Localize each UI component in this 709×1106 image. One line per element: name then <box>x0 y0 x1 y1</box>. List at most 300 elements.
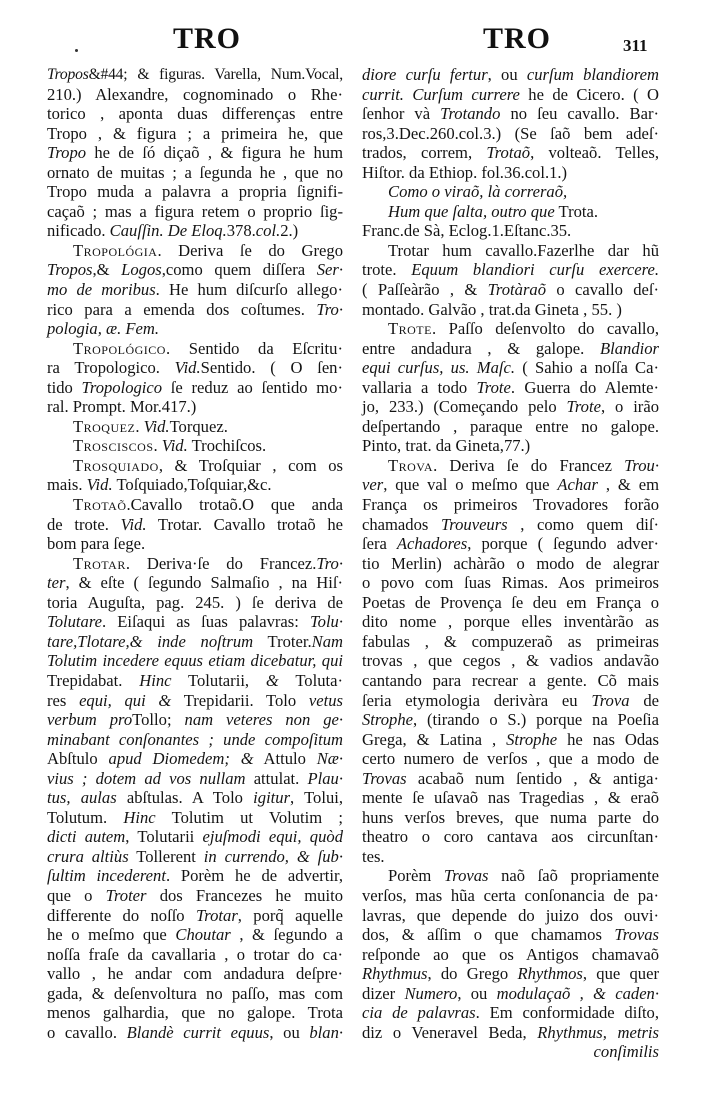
text-line <box>362 710 659 730</box>
roman-text: Porèm <box>388 866 444 886</box>
text-line <box>47 632 343 652</box>
italic-text: ſultim incederent <box>47 866 166 886</box>
italic-text: Trovas <box>443 866 489 886</box>
text-line <box>47 280 343 300</box>
roman-text: Grega, & Latina , <box>362 729 507 749</box>
roman-text: Tollerent <box>128 846 204 866</box>
roman-text: dizer <box>362 983 405 1003</box>
text-line <box>47 866 343 886</box>
roman-text: theatro o coro cantava aos circunſtan· <box>362 827 659 847</box>
roman-text: Pinto, trat. da Gineta,77.) <box>362 436 531 456</box>
roman-text: Toſquiado,Toſquiar,&c. <box>112 475 272 495</box>
entry-headword: Tropológico <box>73 338 166 358</box>
italic-text: Trovas <box>614 925 659 945</box>
italic-text: in currendo, & ſub· <box>203 846 344 866</box>
italic-text: mo de moribus <box>47 280 156 300</box>
italic-text: Rhythmos <box>517 964 583 984</box>
text-line <box>47 593 343 613</box>
roman-text: montado. Galvão , trat.da Gineta , 55. ) <box>362 299 622 319</box>
roman-text: Trota. <box>554 201 599 221</box>
text-line <box>47 1023 343 1043</box>
right-text-column <box>362 65 659 1062</box>
text-line <box>47 241 343 261</box>
italic-text: Hum que ſalta, outro que <box>388 201 555 221</box>
entry-headword: Tropológia <box>73 240 158 260</box>
italic-text: Troter <box>105 885 147 905</box>
roman-text: Poetas de Provença ſe deu em França o <box>362 592 659 612</box>
text-line <box>362 671 659 691</box>
entry-headword: Trosquiado <box>73 455 159 475</box>
running-head-left: TRO <box>173 22 242 55</box>
roman-text: acabaõ num ſentido , & antiga· <box>406 768 659 788</box>
italic-text: ter <box>47 573 66 593</box>
italic-text: Blandè currit equus <box>126 1022 270 1042</box>
italic-text: Ser· <box>316 260 343 280</box>
roman-text: , ou <box>457 983 497 1003</box>
italic-text: Achar <box>557 475 598 495</box>
text-line <box>362 554 659 574</box>
entry-headword: Trosciscos <box>73 436 154 456</box>
text-line <box>362 339 659 359</box>
text-line <box>47 730 343 750</box>
roman-text: trovas , que cegos , & vadios andavão <box>362 651 659 671</box>
roman-text: , ou <box>487 65 527 84</box>
roman-text: dos, & aſſim o que chamamos <box>362 925 615 945</box>
text-line <box>362 573 659 593</box>
roman-text: bom para ſege. <box>47 534 146 554</box>
roman-text: Trochiſcos. <box>187 436 267 456</box>
roman-text: de <box>629 690 659 710</box>
roman-text: ( Sahio a noſſa Ca· <box>515 358 659 378</box>
italic-text: Trova <box>591 690 630 710</box>
italic-text: modulaçaõ , & caden· <box>496 983 660 1003</box>
italic-text: crura altiùs <box>47 846 129 866</box>
entry-headword: Troquez <box>73 416 136 436</box>
roman-text: rico para a emenda dos coſtumes. <box>47 299 317 319</box>
italic-text: Tro· <box>316 553 343 573</box>
roman-text: tio Merlin) achàrão o modo de alegrar <box>362 553 659 573</box>
italic-text: Blandior <box>599 338 659 358</box>
italic-text: conſimilis <box>593 1042 659 1062</box>
roman-text: ſenhor và <box>362 104 441 124</box>
text-line <box>47 319 343 339</box>
roman-text: torico , aponta duas differenças entre <box>47 104 343 124</box>
text-line <box>47 788 343 808</box>
roman-text: verſos, mas hũa certa conſonancia de pa· <box>362 885 659 905</box>
italic-text: Trou· <box>624 455 659 475</box>
roman-text: . Deriva ſe do Grego <box>157 240 343 260</box>
text-line <box>47 847 343 867</box>
text-line <box>47 397 343 417</box>
entry-headword: Trova <box>388 455 434 475</box>
text-line <box>362 260 659 280</box>
roman-text: , do Grego <box>427 964 518 984</box>
roman-text: lavras, que depende do juizo dos ouvi· <box>362 905 659 925</box>
text-line <box>362 866 659 886</box>
text-line <box>47 945 343 965</box>
roman-text: ,como quem diſſera <box>161 260 317 280</box>
text-line <box>362 417 659 437</box>
roman-text: . <box>135 416 144 436</box>
print-speck <box>75 49 78 52</box>
italic-text: Plau· <box>307 768 343 788</box>
roman-text: jo, 233.) (Começando pelo <box>362 397 567 417</box>
text-line <box>362 847 659 867</box>
italic-text: dicti autem <box>47 827 126 847</box>
italic-text: ver <box>362 475 384 495</box>
roman-text: , & em <box>597 475 659 495</box>
italic-text: Numero <box>404 983 458 1003</box>
text-line <box>362 612 659 632</box>
roman-text: , o irão <box>600 397 659 417</box>
text-line <box>47 612 343 632</box>
roman-text: França os primeiros Trovadores forão <box>362 495 659 515</box>
italic-text: curſum blandiorem <box>526 65 659 84</box>
roman-text: . Deriva·ſe do Francez. <box>125 553 317 573</box>
roman-text: Tollo; <box>132 710 185 730</box>
roman-text: Tolutim ut Volutim ; <box>155 807 344 827</box>
roman-text: huns verſos breves, que numa parte do <box>362 807 659 827</box>
roman-text: . He hum diſcurſo allego· <box>155 280 343 300</box>
text-line <box>47 358 343 378</box>
text-line <box>47 808 343 828</box>
roman-text: ſeria etymologia derivàra eu <box>362 690 592 710</box>
text-line <box>362 886 659 906</box>
text-line <box>362 964 659 984</box>
text-line <box>47 573 343 593</box>
roman-text: dito nome , porque elles inventàrão as <box>362 612 659 632</box>
text-line <box>362 65 659 85</box>
roman-text: Torquez. <box>169 416 228 436</box>
text-line <box>47 691 343 711</box>
text-line <box>362 495 659 515</box>
text-line <box>47 984 343 1004</box>
roman-text: que o <box>47 885 106 905</box>
roman-text: .Cavallo trotaõ.O que anda <box>126 495 343 515</box>
roman-text: he nas Odas <box>557 729 659 749</box>
italic-text: nam veteres non ge· <box>184 710 343 730</box>
italic-text: Hinc <box>139 670 172 690</box>
roman-text: . <box>153 436 162 456</box>
roman-text: . Guerra do Alemte· <box>510 377 660 397</box>
roman-text: Hiſtor. da Ethiop. fol.36.col.1.) <box>362 162 568 182</box>
italic-text: Strophe <box>362 710 414 730</box>
roman-text: Troter. <box>253 631 312 651</box>
roman-text: Franc.de Sà, Eclog.1.Eſtanc.35. <box>362 221 572 241</box>
roman-text: trote. <box>362 260 412 280</box>
text-line <box>362 378 659 398</box>
italic-text: Tro· <box>316 299 343 319</box>
roman-text: Tropo , & figura ; a primeira he, que <box>47 123 343 143</box>
roman-text: , & ſegundo a <box>230 925 343 945</box>
italic-text: col. <box>255 221 281 241</box>
italic-text: Trotaõ <box>486 143 531 163</box>
roman-text: . Em conformidade diſto, <box>475 1003 659 1023</box>
left-text-column <box>47 65 343 1042</box>
roman-text: diz o Veneravel Beda, <box>362 1022 538 1042</box>
text-line <box>47 710 343 730</box>
text-line <box>362 984 659 1004</box>
roman-text: vallaria a todo <box>362 377 477 397</box>
text-line <box>47 378 343 398</box>
entry-headword: Trotaõ <box>73 495 127 515</box>
text-line <box>362 632 659 652</box>
italic-text: Vid. <box>120 514 147 534</box>
text-line <box>47 85 343 105</box>
roman-text: res <box>47 690 80 710</box>
text-line <box>47 143 343 163</box>
text-line <box>47 65 343 85</box>
roman-text: o cavallo deſ· <box>546 280 659 300</box>
italic-text: Cauſſin. De Eloq. <box>109 221 227 241</box>
text-line <box>47 534 343 554</box>
text-line <box>47 300 343 320</box>
text-line <box>47 260 343 280</box>
text-line <box>47 964 343 984</box>
roman-text: dos Francezes he muito <box>146 885 343 905</box>
roman-text: , que quer <box>582 964 659 984</box>
text-line <box>362 730 659 750</box>
roman-text: ſe reduz ao ſentido mo· <box>162 377 344 397</box>
text-line <box>362 749 659 769</box>
roman-text: gada, & deſenvoltura no paſſo, mas com <box>47 983 343 1003</box>
text-line <box>47 124 343 144</box>
italic-text: tare,Tlotare,& inde noſtrum <box>47 631 254 651</box>
roman-text: Toluta· <box>278 670 343 690</box>
roman-text: deſpertando , paraque entre no galope. <box>362 416 659 436</box>
roman-text: noſſa fraſe da cavallaria , o trotar do ca· <box>47 944 343 964</box>
roman-text: &#44; & figuras. Varella, Num.Vocal, <box>88 66 343 83</box>
italic-text: Nam <box>311 631 343 651</box>
text-line <box>47 651 343 671</box>
roman-text: . Eiſaqui as ſuas palavras: <box>102 612 310 632</box>
text-line <box>362 827 659 847</box>
italic-text: Choutar <box>175 925 231 945</box>
roman-text: o cavallo. <box>47 1022 127 1042</box>
italic-text: vetus <box>308 690 343 710</box>
italic-text: apud Diomedem; & <box>108 749 254 769</box>
roman-text: 378. <box>226 221 256 241</box>
text-line <box>47 417 343 437</box>
roman-text: menos galhardia, que no galope. Trota <box>47 1003 343 1023</box>
roman-text: toria Auguſta, pag. 245. ) ſe deriva de <box>47 592 343 612</box>
italic-text: Tropos <box>47 66 89 83</box>
italic-text: Vid. <box>174 358 201 378</box>
roman-text: certo numero de verſos , que a modo de <box>362 749 659 769</box>
roman-text: Tolutum. <box>47 807 124 827</box>
text-line <box>47 182 343 202</box>
italic-text: minabant conſonantes ; unde compoſitum <box>47 729 343 749</box>
text-line <box>362 515 659 535</box>
text-line <box>47 339 343 359</box>
running-head-right: TRO <box>483 22 552 55</box>
roman-text: Sentido. ( O ſen· <box>200 358 344 378</box>
roman-text: . Sentido da Eſcritu· <box>165 338 343 358</box>
roman-text: Attulo <box>253 749 317 769</box>
italic-text: Trote <box>476 377 511 397</box>
italic-text: Trovas <box>362 768 407 788</box>
text-line <box>47 925 343 945</box>
roman-text: Tolutarii, <box>171 670 266 690</box>
roman-text: Trotar hum cavallo.Fazerlhe dar hũ <box>388 240 659 260</box>
italic-text: Vid. <box>143 416 170 436</box>
text-line <box>47 554 343 574</box>
italic-text: Achadores <box>396 534 468 554</box>
italic-text: Rhythmus <box>362 964 428 984</box>
roman-text: trados, correm, <box>362 143 487 163</box>
italic-text: Vid. <box>161 436 188 456</box>
text-line <box>362 906 659 926</box>
roman-text: . Deriva ſe do Francez <box>433 455 625 475</box>
roman-text: tes. <box>362 846 385 866</box>
italic-text: tus, aulas <box>47 788 117 808</box>
text-line <box>47 1003 343 1023</box>
text-line <box>362 691 659 711</box>
italic-text: Tolu· <box>309 612 343 632</box>
italic-text: Trotàraõ <box>487 280 547 300</box>
roman-text: , Tolui, <box>290 788 344 808</box>
italic-text: Trote <box>566 397 601 417</box>
italic-text: Næ· <box>316 749 344 769</box>
roman-text: , Tolutarii <box>125 827 203 847</box>
text-line <box>47 906 343 926</box>
text-line <box>362 143 659 163</box>
roman-text: , ou <box>269 1022 310 1042</box>
entry-headword: Trotar <box>73 553 126 573</box>
roman-text: , volteaõ. Telles, <box>530 143 659 163</box>
roman-text: naõ ſaõ propriamente <box>488 866 659 886</box>
text-line <box>362 808 659 828</box>
text-line <box>47 456 343 476</box>
roman-text: reſponde ao que os Antigos chamavaõ <box>362 944 659 964</box>
roman-text: cantando para recrear a gente. Cõ mais <box>362 670 659 690</box>
roman-text: , como quem diſ· <box>507 514 659 534</box>
italic-text: Tropos <box>47 260 93 280</box>
roman-text: he o meſmo que <box>47 925 176 945</box>
text-line <box>362 788 659 808</box>
roman-text: de trote. <box>47 514 121 534</box>
roman-text: , (tirando o S.) porque na Poeſia <box>413 710 659 730</box>
text-line <box>47 515 343 535</box>
page-number: 311 <box>623 36 648 55</box>
text-line <box>362 456 659 476</box>
roman-text: ros,3.Dec.260.col.3.) (Se ſaõ bem adeſ· <box>362 123 659 143</box>
text-line <box>362 945 659 965</box>
roman-text: fabulas , & compuzeraõ as primeiras <box>362 631 659 651</box>
italic-text: Hinc <box>123 807 156 827</box>
italic-text: igitur <box>253 788 291 808</box>
italic-text: currit. Curſum currere <box>362 84 520 104</box>
text-line <box>362 319 659 339</box>
roman-text: , que val o meſmo que <box>383 475 558 495</box>
roman-text: caçaõ ; mas a figura retem o proprio ſig- <box>47 201 343 221</box>
text-line <box>362 397 659 417</box>
roman-text: mais. <box>47 475 87 495</box>
italic-text: Trotar <box>195 905 238 925</box>
roman-text: o povo com ſuas Rimas. Aos primeiros <box>362 573 659 593</box>
roman-text: ſera <box>362 534 397 554</box>
roman-text: Tropo muda a palavra a propria ſignifi- <box>47 182 343 202</box>
roman-text: Trotar. Cavallo trotaõ he <box>146 514 343 534</box>
text-line <box>362 85 659 105</box>
text-line <box>362 163 659 183</box>
roman-text: differente do noſſo <box>47 905 196 925</box>
text-line <box>47 495 343 515</box>
italic-text: vius ; dotem ad vos nullam <box>47 768 246 788</box>
roman-text: chamados <box>362 514 441 534</box>
text-line <box>362 280 659 300</box>
roman-text: nificado. <box>47 221 110 241</box>
roman-text: . Paſſo deſenvolto do cavallo, <box>431 319 659 339</box>
roman-text: tido <box>47 377 82 397</box>
text-line <box>362 534 659 554</box>
italic-text: Tropo <box>47 143 87 163</box>
text-line <box>362 241 659 261</box>
text-line <box>362 436 659 456</box>
roman-text: he de ſó diçaõ , & figura he hum <box>86 143 343 163</box>
roman-text: no ſeu cavallo. Bar· <box>500 104 659 124</box>
italic-text: pologia, æ. Fem. <box>47 319 159 339</box>
text-line <box>47 671 343 691</box>
text-line <box>362 300 659 320</box>
text-line <box>362 925 659 945</box>
roman-text: ornato de muitas ; a ſegunda he , que no <box>47 162 343 182</box>
italic-text: Logos <box>121 260 162 280</box>
italic-text: Como o viraõ, là correraõ, <box>388 182 568 202</box>
text-line <box>47 475 343 495</box>
text-line <box>47 221 343 241</box>
roman-text: . Porèm he de advertir, <box>165 866 343 886</box>
text-line <box>362 1023 659 1043</box>
italic-text: equi curſus, us. Maſc. <box>362 358 516 378</box>
text-line <box>47 749 343 769</box>
roman-text: , porque ( ſegundo adver· <box>467 534 659 554</box>
italic-text: verbum pro <box>47 710 133 730</box>
italic-text: Trotando <box>440 104 501 124</box>
text-line <box>362 104 659 124</box>
italic-text: Tropologico <box>81 377 163 397</box>
italic-text: Tolutim incedere equus etiam dicebatur, qui <box>47 651 343 671</box>
text-line <box>47 769 343 789</box>
roman-text: abſtulas. A Tolo <box>116 788 254 808</box>
roman-text: Abſtulo <box>47 749 109 769</box>
italic-text: cia de palavras <box>362 1003 476 1023</box>
text-line <box>362 593 659 613</box>
text-line <box>362 475 659 495</box>
roman-text: he de Cicero. ( O <box>519 84 659 104</box>
roman-text: Trepidarii. Tolo <box>171 690 309 710</box>
roman-text: attulat. <box>245 768 308 788</box>
text-line <box>362 202 659 222</box>
text-line <box>362 221 659 241</box>
roman-text: , & eſte ( ſegundo Salmaſio , na Hiſ· <box>65 573 343 593</box>
roman-text: , & Troſquiar , com os <box>158 455 343 475</box>
text-line <box>362 358 659 378</box>
text-line <box>362 124 659 144</box>
italic-text: blan· <box>309 1022 344 1042</box>
text-line <box>47 202 343 222</box>
text-line <box>47 104 343 124</box>
entry-headword: Trote <box>388 319 432 339</box>
italic-text: diore curſu fertur <box>362 65 488 84</box>
italic-text: Trouveurs <box>440 514 508 534</box>
roman-text: entre andadura , & galope. <box>362 338 600 358</box>
italic-text: Vid. <box>86 475 113 495</box>
roman-text: 2.) <box>280 221 299 241</box>
italic-text: Tolutare <box>47 612 103 632</box>
roman-text: ( Paſſeàrão , & <box>362 280 488 300</box>
roman-text: vallo , he andar com andadura deſpre· <box>47 964 343 984</box>
